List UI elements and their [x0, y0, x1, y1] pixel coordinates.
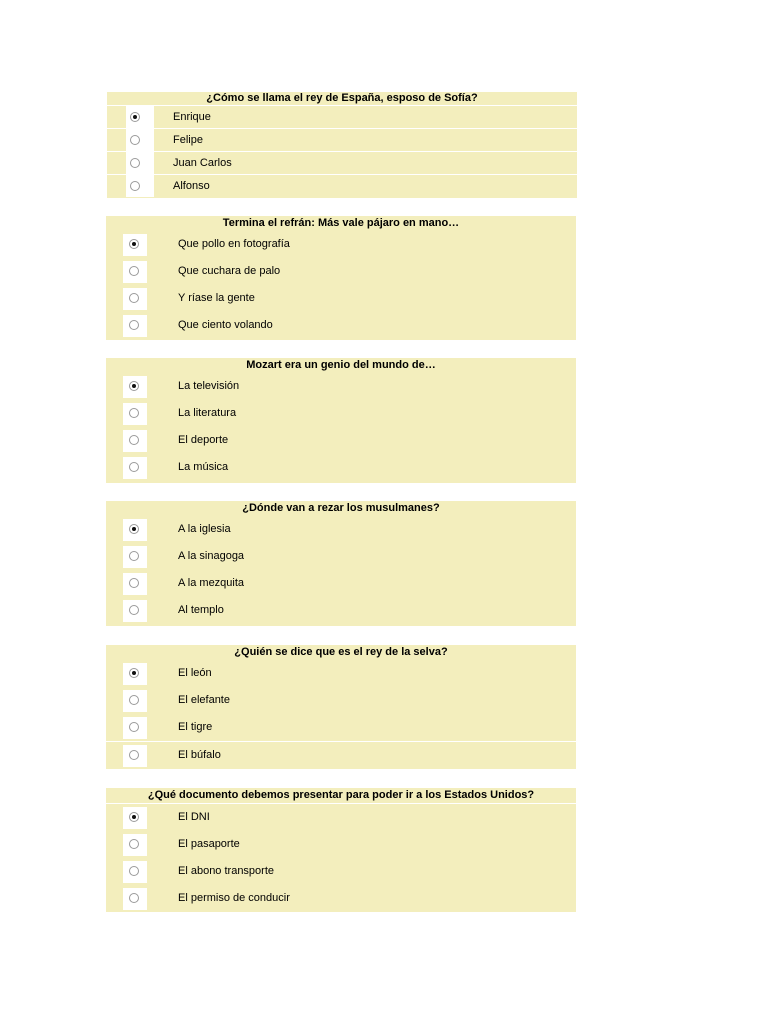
option-label: El elefante — [178, 694, 230, 706]
radio-icon[interactable] — [129, 551, 139, 561]
radio-cell — [123, 376, 147, 398]
option-label: El abono transporte — [178, 865, 275, 877]
option-row[interactable] — [106, 543, 576, 570]
radio-cell — [123, 717, 147, 739]
radio-cell — [123, 234, 147, 256]
option-row[interactable] — [106, 516, 576, 543]
option-row[interactable] — [106, 831, 576, 858]
option-label: Juan Carlos — [173, 157, 232, 169]
radio-cell — [123, 663, 147, 685]
radio-checked-icon[interactable] — [129, 668, 139, 678]
quiz-question-6 — [106, 788, 576, 912]
option-label: Que cuchara de palo — [178, 265, 281, 277]
option-row[interactable] — [106, 312, 576, 339]
option-label: El DNI — [178, 811, 210, 823]
option-row[interactable] — [106, 570, 576, 597]
radio-cell — [123, 261, 147, 283]
option-label: El pasaporte — [178, 838, 240, 850]
option-label: El deporte — [178, 434, 229, 446]
radio-icon[interactable] — [129, 320, 139, 330]
radio-icon[interactable] — [129, 293, 139, 303]
radio-icon[interactable] — [129, 839, 139, 849]
radio-cell — [126, 175, 154, 197]
radio-checked-icon[interactable] — [129, 239, 139, 249]
radio-cell — [126, 129, 154, 151]
radio-icon[interactable] — [129, 893, 139, 903]
radio-cell — [123, 519, 147, 541]
radio-cell — [123, 430, 147, 452]
quiz-question-2 — [106, 216, 576, 340]
option-label: A la mezquita — [178, 577, 245, 589]
quiz-question-4 — [106, 501, 576, 626]
radio-icon[interactable] — [129, 578, 139, 588]
radio-icon[interactable] — [129, 722, 139, 732]
radio-cell — [123, 457, 147, 479]
option-row[interactable] — [106, 660, 576, 687]
question-title: ¿Quién se dice que es el rey de la selva? — [234, 646, 448, 658]
option-label: Y ríase la gente — [178, 292, 255, 304]
option-row[interactable] — [107, 151, 577, 174]
option-label: La televisión — [178, 380, 240, 392]
quiz-question-1 — [107, 92, 577, 198]
radio-cell — [123, 403, 147, 425]
option-row[interactable] — [107, 128, 577, 151]
option-row[interactable] — [106, 858, 576, 885]
radio-icon[interactable] — [129, 435, 139, 445]
radio-cell — [123, 690, 147, 712]
option-row[interactable] — [106, 258, 576, 285]
option-row[interactable] — [106, 454, 576, 481]
option-label: La música — [178, 461, 229, 473]
radio-checked-icon[interactable] — [129, 812, 139, 822]
option-row[interactable] — [106, 687, 576, 714]
radio-checked-icon[interactable] — [129, 381, 139, 391]
radio-icon[interactable] — [129, 750, 139, 760]
option-row[interactable] — [107, 105, 577, 128]
option-label: El búfalo — [178, 749, 221, 761]
option-label: Felipe — [173, 134, 203, 146]
radio-cell — [123, 546, 147, 568]
option-row[interactable] — [106, 741, 576, 769]
radio-icon[interactable] — [129, 462, 139, 472]
radio-checked-icon[interactable] — [129, 524, 139, 534]
option-row[interactable] — [106, 373, 576, 400]
radio-cell — [126, 106, 154, 128]
question-title: Mozart era un genio del mundo de… — [246, 359, 436, 371]
option-row[interactable] — [106, 427, 576, 454]
question-title: ¿Dónde van a rezar los musulmanes? — [242, 502, 440, 514]
question-title: ¿Qué documento debemos presentar para poder ir a los Estados Unidos? — [147, 789, 535, 801]
radio-cell — [123, 600, 147, 622]
option-label: El tigre — [178, 721, 213, 733]
radio-cell — [123, 745, 147, 767]
radio-checked-icon[interactable] — [130, 112, 140, 122]
radio-icon[interactable] — [130, 158, 140, 168]
radio-icon[interactable] — [129, 695, 139, 705]
question-title: Termina el refrán: Más vale pájaro en mano… — [222, 217, 460, 229]
quiz-question-5 — [106, 645, 576, 769]
radio-icon[interactable] — [130, 181, 140, 191]
option-label: A la iglesia — [178, 523, 231, 535]
radio-icon[interactable] — [129, 866, 139, 876]
option-label: Que pollo en fotografía — [178, 238, 290, 250]
option-row[interactable] — [106, 231, 576, 258]
radio-cell — [123, 834, 147, 856]
option-label: Enrique — [173, 111, 211, 123]
radio-icon[interactable] — [129, 266, 139, 276]
option-row[interactable] — [106, 714, 576, 741]
radio-cell — [126, 152, 154, 174]
radio-cell — [123, 888, 147, 910]
option-row[interactable] — [107, 174, 577, 197]
quiz-question-3 — [106, 358, 576, 483]
option-row[interactable] — [106, 803, 576, 831]
option-row[interactable] — [106, 597, 576, 624]
option-label: Que ciento volando — [178, 319, 273, 331]
radio-cell — [123, 315, 147, 337]
radio-icon[interactable] — [130, 135, 140, 145]
option-label: La literatura — [178, 407, 237, 419]
radio-cell — [123, 573, 147, 595]
radio-icon[interactable] — [129, 605, 139, 615]
option-label: El permiso de conducir — [178, 892, 290, 904]
radio-cell — [123, 861, 147, 883]
radio-cell — [123, 807, 147, 829]
option-label: Al templo — [178, 604, 224, 616]
option-label: Alfonso — [173, 180, 210, 192]
radio-icon[interactable] — [129, 408, 139, 418]
option-row[interactable] — [106, 400, 576, 427]
option-label: El león — [178, 667, 212, 679]
question-title: ¿Cómo se llama el rey de España, esposo de Sofía? — [206, 92, 478, 104]
radio-cell — [123, 288, 147, 310]
option-row[interactable] — [106, 885, 576, 912]
option-label: A la sinagoga — [178, 550, 245, 562]
option-row[interactable] — [106, 285, 576, 312]
